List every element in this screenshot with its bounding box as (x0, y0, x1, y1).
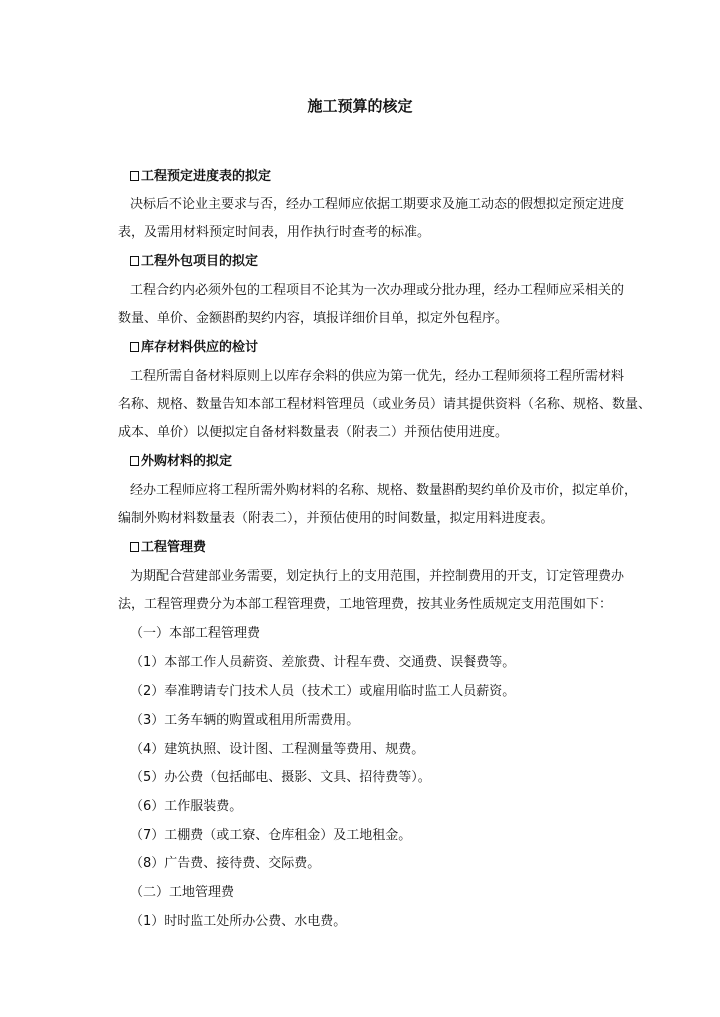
list-item: （7）工棚费（或工寮、仓库租金）及工地租金。 (130, 828, 412, 843)
section-heading-text: 库存材料供应的检讨 (141, 340, 259, 355)
section-heading (130, 253, 630, 271)
paragraph-line: 成本、单价）以便拟定自备材料数量表（附表二）并预估使用进度。 (118, 425, 509, 440)
list-item: （3）工务车辆的购置或租用所需费用。 (130, 713, 360, 728)
list-item: （一）本部工程管理费 (130, 626, 261, 641)
section-heading (130, 539, 630, 557)
list-item: （1）时时监工处所办公费、水电费。 (130, 914, 347, 929)
paragraph-line: 为期配合营建部业务需要，划定执行上的支用范围，并控制费用的开支，订定管理费办 (130, 569, 625, 584)
paragraph-line: 表，及需用材料预定时间表，用作执行时查考的标准。 (118, 225, 431, 240)
list-item: （1）本部工作人员薪资、差旅费、计程车费、交通费、误餐费等。 (130, 655, 516, 670)
list-item: （2）奉准聘请专门技术人员（技术工）或雇用临时监工人员薪资。 (130, 684, 516, 699)
section-heading (130, 339, 630, 357)
section-heading-text: 工程外包项目的拟定 (141, 254, 259, 269)
paragraph-line: 数量、单价、金额斟酌契约内容，填报详细价目单，拟定外包程序。 (118, 311, 509, 326)
paragraph-line: 决标后不论业主要求与否，经办工程师应依据工期要求及施工动态的假想拟定预定进度 (130, 197, 625, 212)
list-item: （5）办公费（包括邮电、摄影、文具、招待费等）。 (130, 770, 431, 785)
section-heading (130, 168, 630, 186)
paragraph-line: 经办工程师应将工程所需外购材料的名称、规格、数量斟酌契约单价及市价，拟定单价， (130, 483, 638, 498)
checkbox-square-icon (130, 456, 139, 466)
checkbox-square-icon (130, 171, 139, 181)
paragraph-line: 工程所需自备材料原则上以库存余料的供应为第一优先，经办工程师须将工程所需材料 (130, 369, 625, 384)
paragraph-line: 名称、规格、数量告知本部工程材料管理员（或业务员）请其提供资料（名称、规格、数量、 (118, 397, 652, 412)
checkbox-square-icon (130, 342, 139, 352)
checkbox-square-icon (130, 542, 139, 552)
section-heading-text: 外购材料的拟定 (141, 454, 233, 469)
list-item: （8）广告费、接待费、交际费。 (130, 856, 321, 871)
list-item: （6）工作服装费。 (130, 799, 243, 814)
section-heading (130, 453, 630, 471)
paragraph-line: 法，工程管理费分为本部工程管理费，工地管理费，按其业务性质规定支用范围如下： (118, 597, 613, 612)
paragraph-line: 工程合约内必须外包的工程项目不论其为一次办理或分批办理，经办工程师应采相关的 (130, 283, 625, 298)
list-item: （二）工地管理费 (130, 885, 235, 900)
paragraph-line: 编制外购材料数量表（附表二），并预估使用的时间数量，拟定用料进度表。 (118, 511, 554, 526)
section-heading-text: 工程预定进度表的拟定 (141, 169, 272, 184)
section-heading-text: 工程管理费 (141, 540, 207, 555)
list-item: （4）建筑执照、设计图、工程测量等费用、规费。 (130, 742, 425, 757)
checkbox-square-icon (130, 256, 139, 266)
document-title: 施工预算的核定 (307, 97, 413, 115)
